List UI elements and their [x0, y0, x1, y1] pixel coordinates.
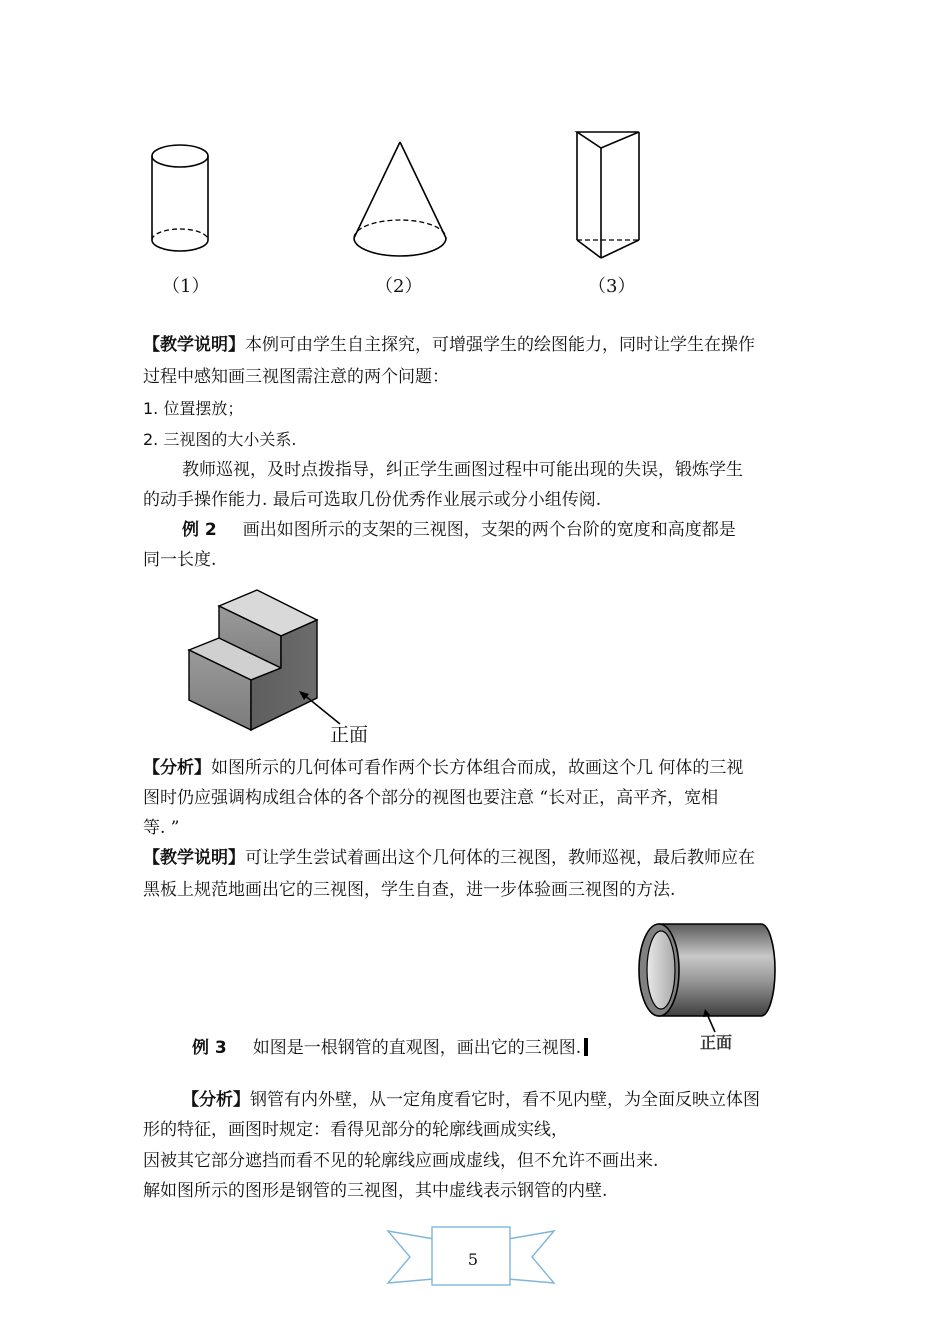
example3-line — [192, 1036, 588, 1060]
example2-line2: 同一长度. — [143, 550, 217, 570]
example2-line1 — [182, 518, 736, 542]
bracket-front-label: 正面 — [330, 724, 369, 746]
example3-text: 如图是一根钢管的直观图，画出它的三视图. — [252, 1038, 582, 1058]
analysis1-line1-text: 如图所示的几何体可看作两个长方体组合而成，故画这个几 何体的三视 — [211, 758, 744, 778]
note2-line2: 黑板上规范地画出它的三视图，学生自查，进一步体验画三视图的方法. — [143, 880, 676, 900]
note1-para-line2: 的动手操作能力. 最后可选取几份优秀作业展示或分小组传阅. — [143, 490, 602, 510]
analysis1-line2: 图时仍应强调构成组合体的各个部分的视图也要注意 “长对正，高平齐，宽相 — [143, 788, 719, 808]
analysis2-line1 — [182, 1088, 760, 1112]
pipe-front-label: 正面 — [700, 1033, 733, 1052]
prism-figure — [575, 128, 645, 268]
note1-line1-text: 本例可由学生自主探究，可增强学生的绘图能力，同时让学生在操作 — [245, 335, 755, 355]
steel-pipe-figure — [635, 920, 785, 1045]
note2-tag: 【教学说明】 — [143, 848, 245, 868]
analysis2-line4: 解如图所示的图形是钢管的三视图，其中虚线表示钢管的内壁. — [143, 1181, 608, 1201]
example2-tag: 例 2 — [182, 520, 217, 540]
note1-item2: 2. 三视图的大小关系. — [143, 430, 297, 449]
note1-tag: 【教学说明】 — [143, 335, 245, 355]
note1-line2: 过程中感知画三视图需注意的两个问题： — [143, 367, 449, 387]
page-number: 5 — [467, 1250, 479, 1269]
note1-para-line1: 教师巡视，及时点拨指导，纠正学生画图过程中可能出现的失误，锻炼学生 — [182, 460, 743, 480]
analysis2-line3: 因被其它部分遮挡而看不见的轮廓线应画成虚线，但不允许不画出来. — [143, 1151, 659, 1171]
analysis2-line2: 形的特征，画图时规定：看得见部分的轮廓线画成实线， — [143, 1120, 568, 1140]
note2-line1-text: 可让学生尝试着画出这个几何体的三视图，教师巡视，最后教师应在 — [245, 848, 755, 868]
analysis1-line3: 等. ” — [143, 818, 180, 838]
figure-label-2: （2） — [375, 276, 423, 297]
figure-label-1: （1） — [162, 276, 210, 297]
cylinder-figure — [150, 140, 230, 265]
note2-line1 — [143, 846, 755, 870]
analysis2-tag: 【分析】 — [182, 1090, 250, 1110]
note1-item1: 1. 位置摆放； — [143, 399, 244, 418]
cone-figure — [350, 140, 450, 265]
note1-line1 — [143, 333, 755, 357]
example3-tag: 例 3 — [192, 1038, 227, 1058]
analysis1-tag: 【分析】 — [143, 758, 211, 778]
analysis1-line1 — [143, 756, 743, 780]
figure-label-3: （3） — [588, 276, 636, 297]
text-cursor — [584, 1038, 588, 1056]
example2-line1-text: 画出如图所示的支架的三视图，支架的两个台阶的宽度和高度都是 — [242, 520, 736, 540]
analysis2-line1-text: 钢管有内外壁，从一定角度看它时，看不见内壁，为全面反映立体图 — [250, 1090, 760, 1110]
